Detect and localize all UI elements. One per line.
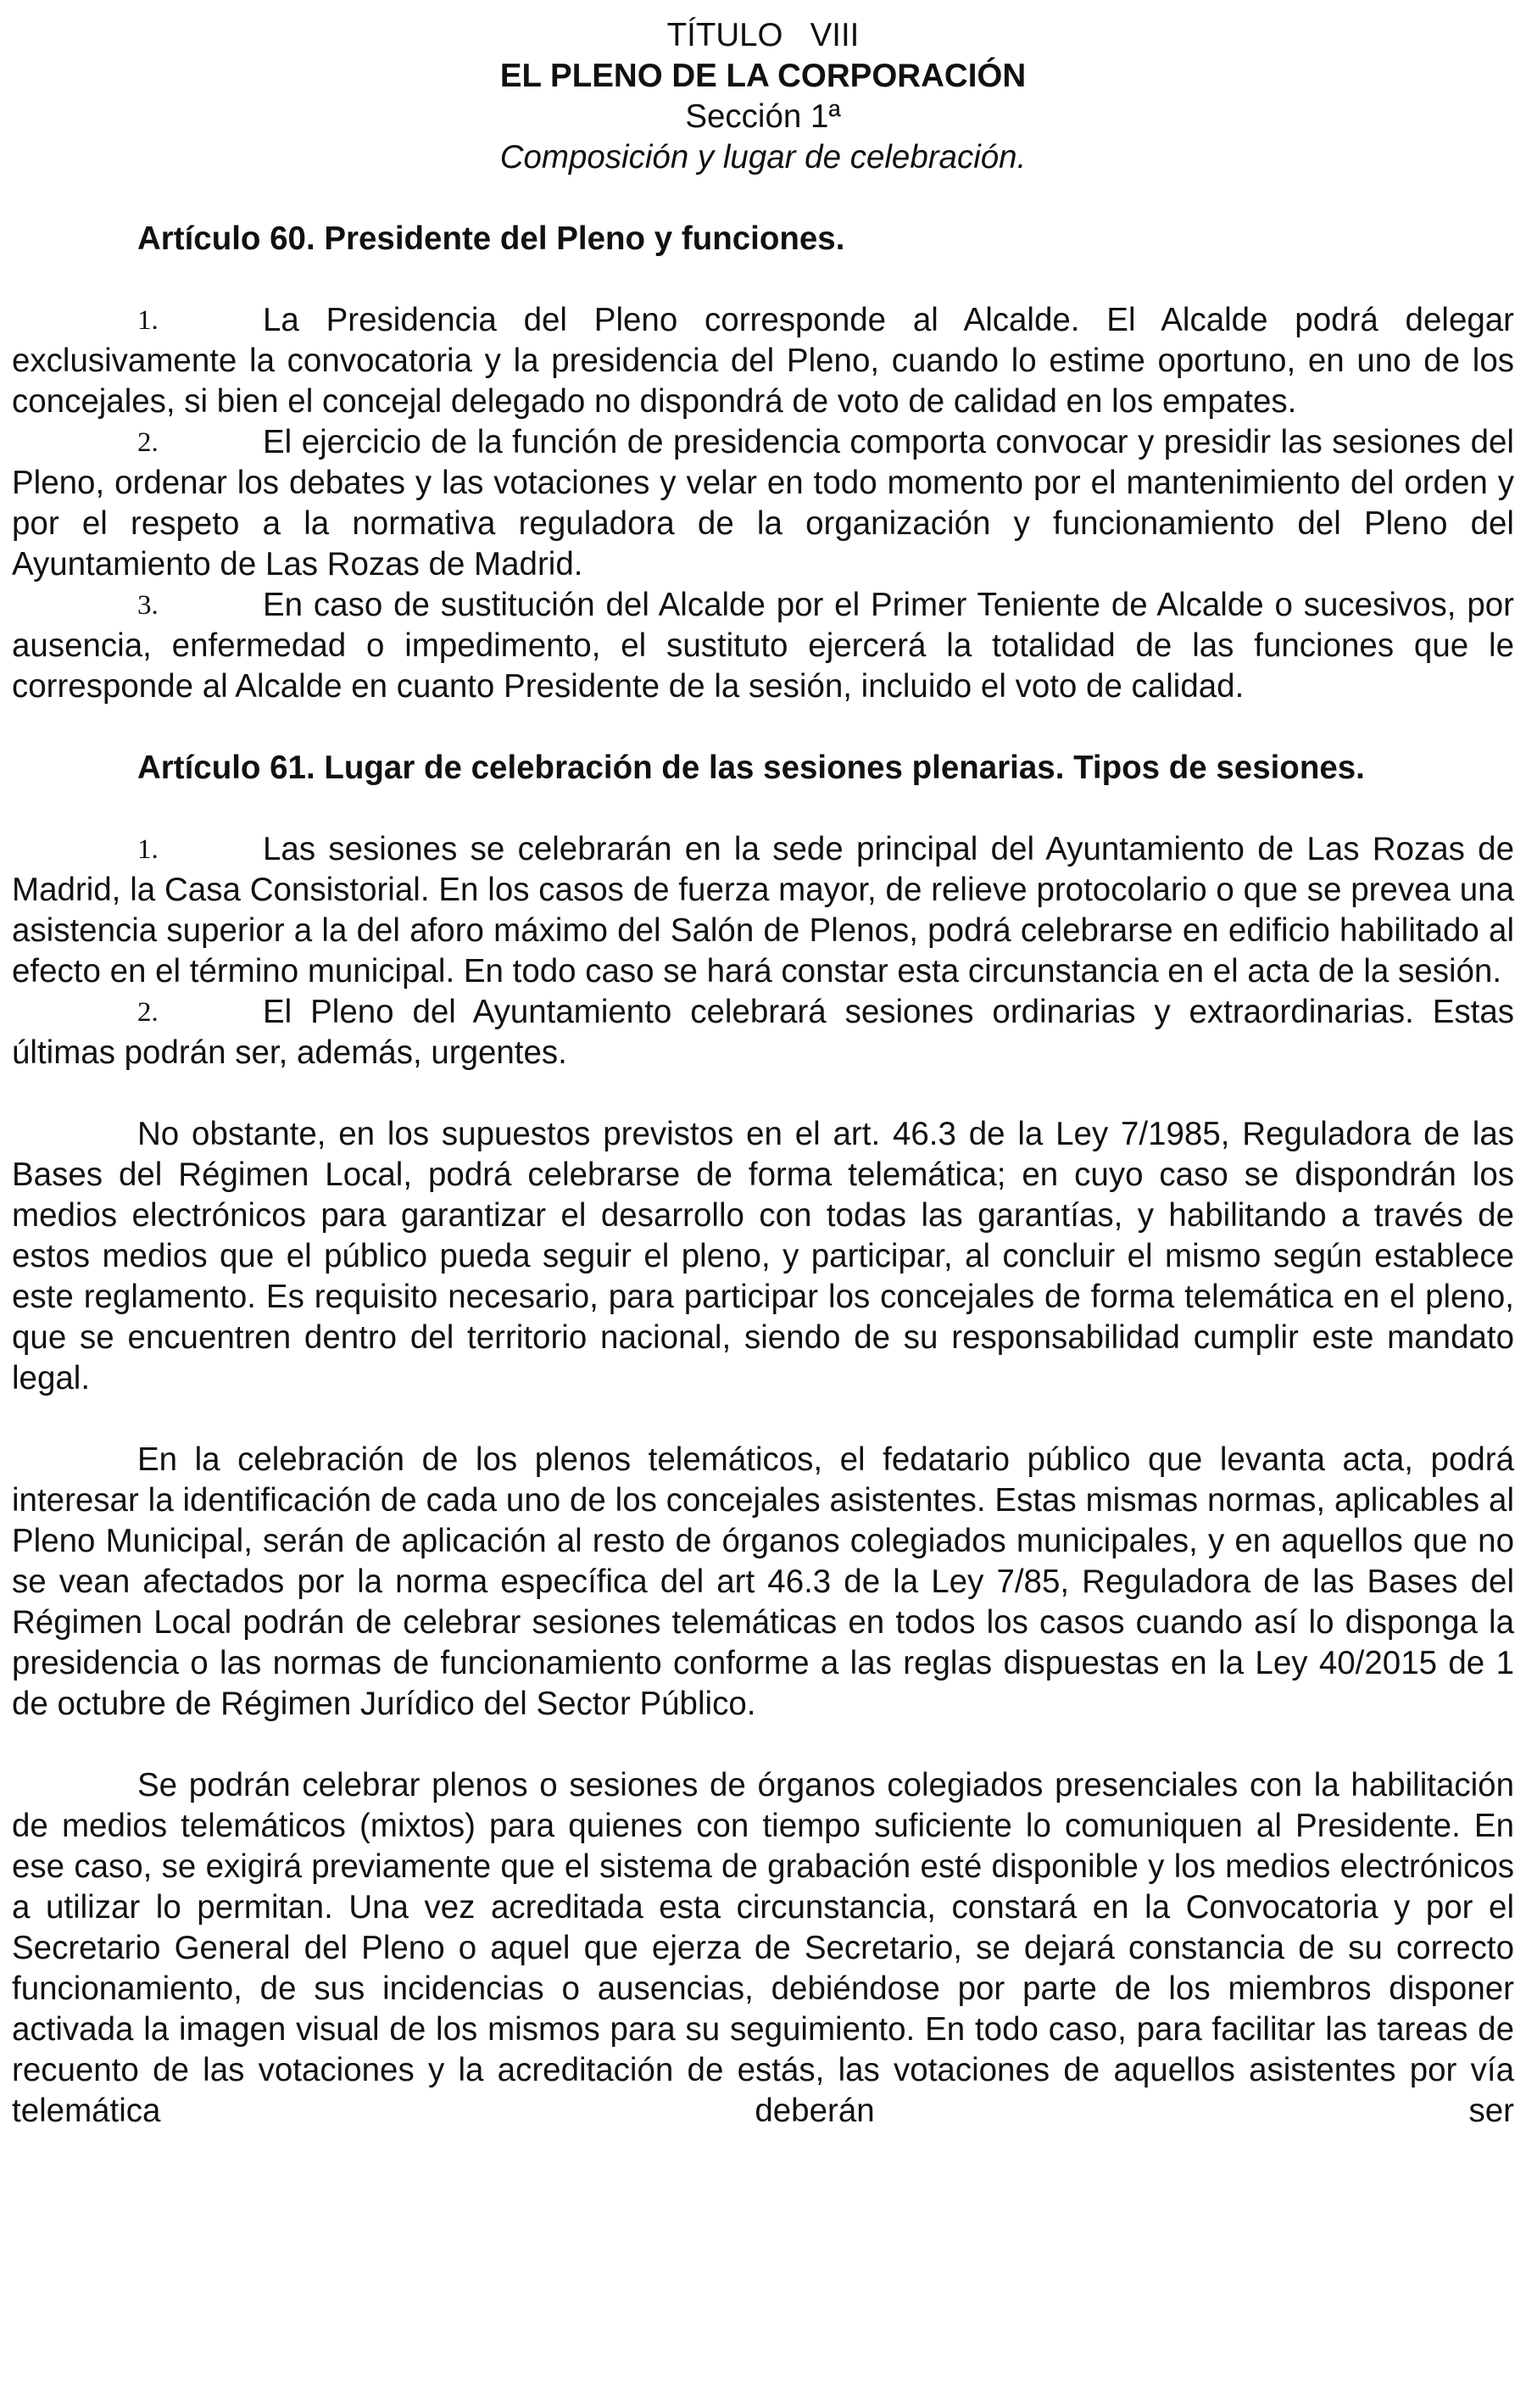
article-60-heading: Artículo 60. Presidente del Pleno y funciones. — [137, 220, 845, 257]
subtitle-heading: EL PLENO DE LA CORPORACIÓN — [499, 58, 1027, 94]
paragraph-telematic-plenos: En la celebración de los plenos telemáticos, el fedatario público que levanta acta, podrá interesar la identificación de cada uno de los concejales asistentes. Estas mismas normas, aplicables al Pleno Municipal, serán de aplicación al resto de órganos colegiados municipales, y en aquellos que no se vean afectados por la norma específica del art 46.3 de la Ley 7/85, Reguladora de las Bases del Régimen Local podrán de celebrar sesiones telemáticas en todos los casos cuando así lo disponga la presidencia o las normas de funcionamiento conforme a las reglas dispuestas en la Ley 40/2015 de 1 de octubre de Régimen Jurídico del Sector Público. — [12, 1441, 1514, 1722]
item-number: 1. — [137, 305, 159, 336]
item-text: El Pleno del Ayuntamiento celebrará sesiones ordinarias y extraordinarias. Estas últimas podrán ser, además, urgentes. — [12, 994, 1514, 1071]
item-text: Las sesiones se celebrarán en la sede principal del Ayuntamiento de Las Rozas de Madrid, la Casa Consistorial. En los casos de fuerza mayor, de relieve protocolario o que se prevea una asistencia superior a la del aforo máximo del Salón de Plenos, podrá celebrarse en edificio habilitado al efecto en el término municipal. En todo caso se hará constar esta circunstancia en el acta de la sesión. — [12, 831, 1514, 989]
article-60-item-1 — [12, 300, 1514, 422]
article-61-item-1 — [12, 829, 1514, 992]
paragraph-telematic: No obstante, en los supuestos previstos en el art. 46.3 de la Ley 7/1985, Reguladora de las Bases del Régimen Local, podrá celebrarse de forma telemática; en cuyo caso se dispondrán los medios electrónicos para garantizar el desarrollo con todas las garantías, y habilitando a través de estos medios que el público pueda seguir el pleno, y participar, al concluir el mismo según establece este reglamento. Es requisito necesario, para participar los concejales de forma telemática en el pleno, que se encuentren dentro del territorio nacional, siendo de su responsabilidad cumplir este mandato legal. — [12, 1116, 1514, 1396]
item-number: 3. — [137, 590, 159, 621]
section-heading: Sección 1ª — [685, 98, 841, 135]
item-number: 2. — [137, 997, 159, 1028]
item-number: 1. — [137, 834, 159, 865]
title-heading: TÍTULO VIII — [666, 17, 860, 53]
section-name: Composición y lugar de celebración. — [499, 139, 1027, 176]
document-page — [12, 15, 1514, 2132]
article-60-item-2 — [12, 422, 1514, 585]
paragraph-mixed-sessions: Se podrán celebrar plenos o sesiones de órganos colegiados presenciales con la habilitación de medios telemáticos (mixtos) para quienes con tiempo suficiente lo comuniquen al Presidente. En ese caso, se exigirá previamente que el sistema de grabación esté disponible y los medios electrónicos a utilizar lo permitan. Una vez acreditada esta circunstancia, constará en la Convocatoria y por el Secretario General del Pleno o aquel que ejerza de Secretario, se dejará constancia de su correcto funcionamiento, de sus incidencias o ausencias, debiéndose por parte de los miembros disponer activada la imagen visual de los mismos para su seguimiento. En todo caso, para facilitar las tareas de recuento de las votaciones y la acreditación de estás, las votaciones de aquellos asistentes por vía telemática deberán ser — [12, 1767, 1514, 2129]
article-60-item-3 — [12, 585, 1514, 707]
article-61-item-2 — [12, 992, 1514, 1073]
item-text: El ejercicio de la función de presidencia comporta convocar y presidir las sesiones del Pleno, ordenar los debates y las votaciones y velar en todo momento por el mantenimiento del orden y por el respeto a la normativa reguladora de la organización y funcionamiento del Pleno del Ayuntamiento de Las Rozas de Madrid. — [12, 424, 1514, 582]
item-text: La Presidencia del Pleno corresponde al Alcalde. El Alcalde podrá delegar exclusivamente la convocatoria y la presidencia del Pleno, cuando lo estime oportuno, en uno de los concejales, si bien el concejal delegado no dispondrá de voto de calidad en los empates. — [12, 302, 1514, 420]
item-text: En caso de sustitución del Alcalde por el Primer Teniente de Alcalde o sucesivos, por ausencia, enfermedad o impedimento, el sustituto ejercerá la totalidad de las funciones que le corresponde al Alcalde en cuanto Presidente de la sesión, incluido el voto de calidad. — [12, 587, 1514, 705]
item-number: 2. — [137, 427, 159, 458]
article-61-heading: Artículo 61. Lugar de celebración de las sesiones plenarias. Tipos de sesiones. — [137, 750, 1365, 786]
